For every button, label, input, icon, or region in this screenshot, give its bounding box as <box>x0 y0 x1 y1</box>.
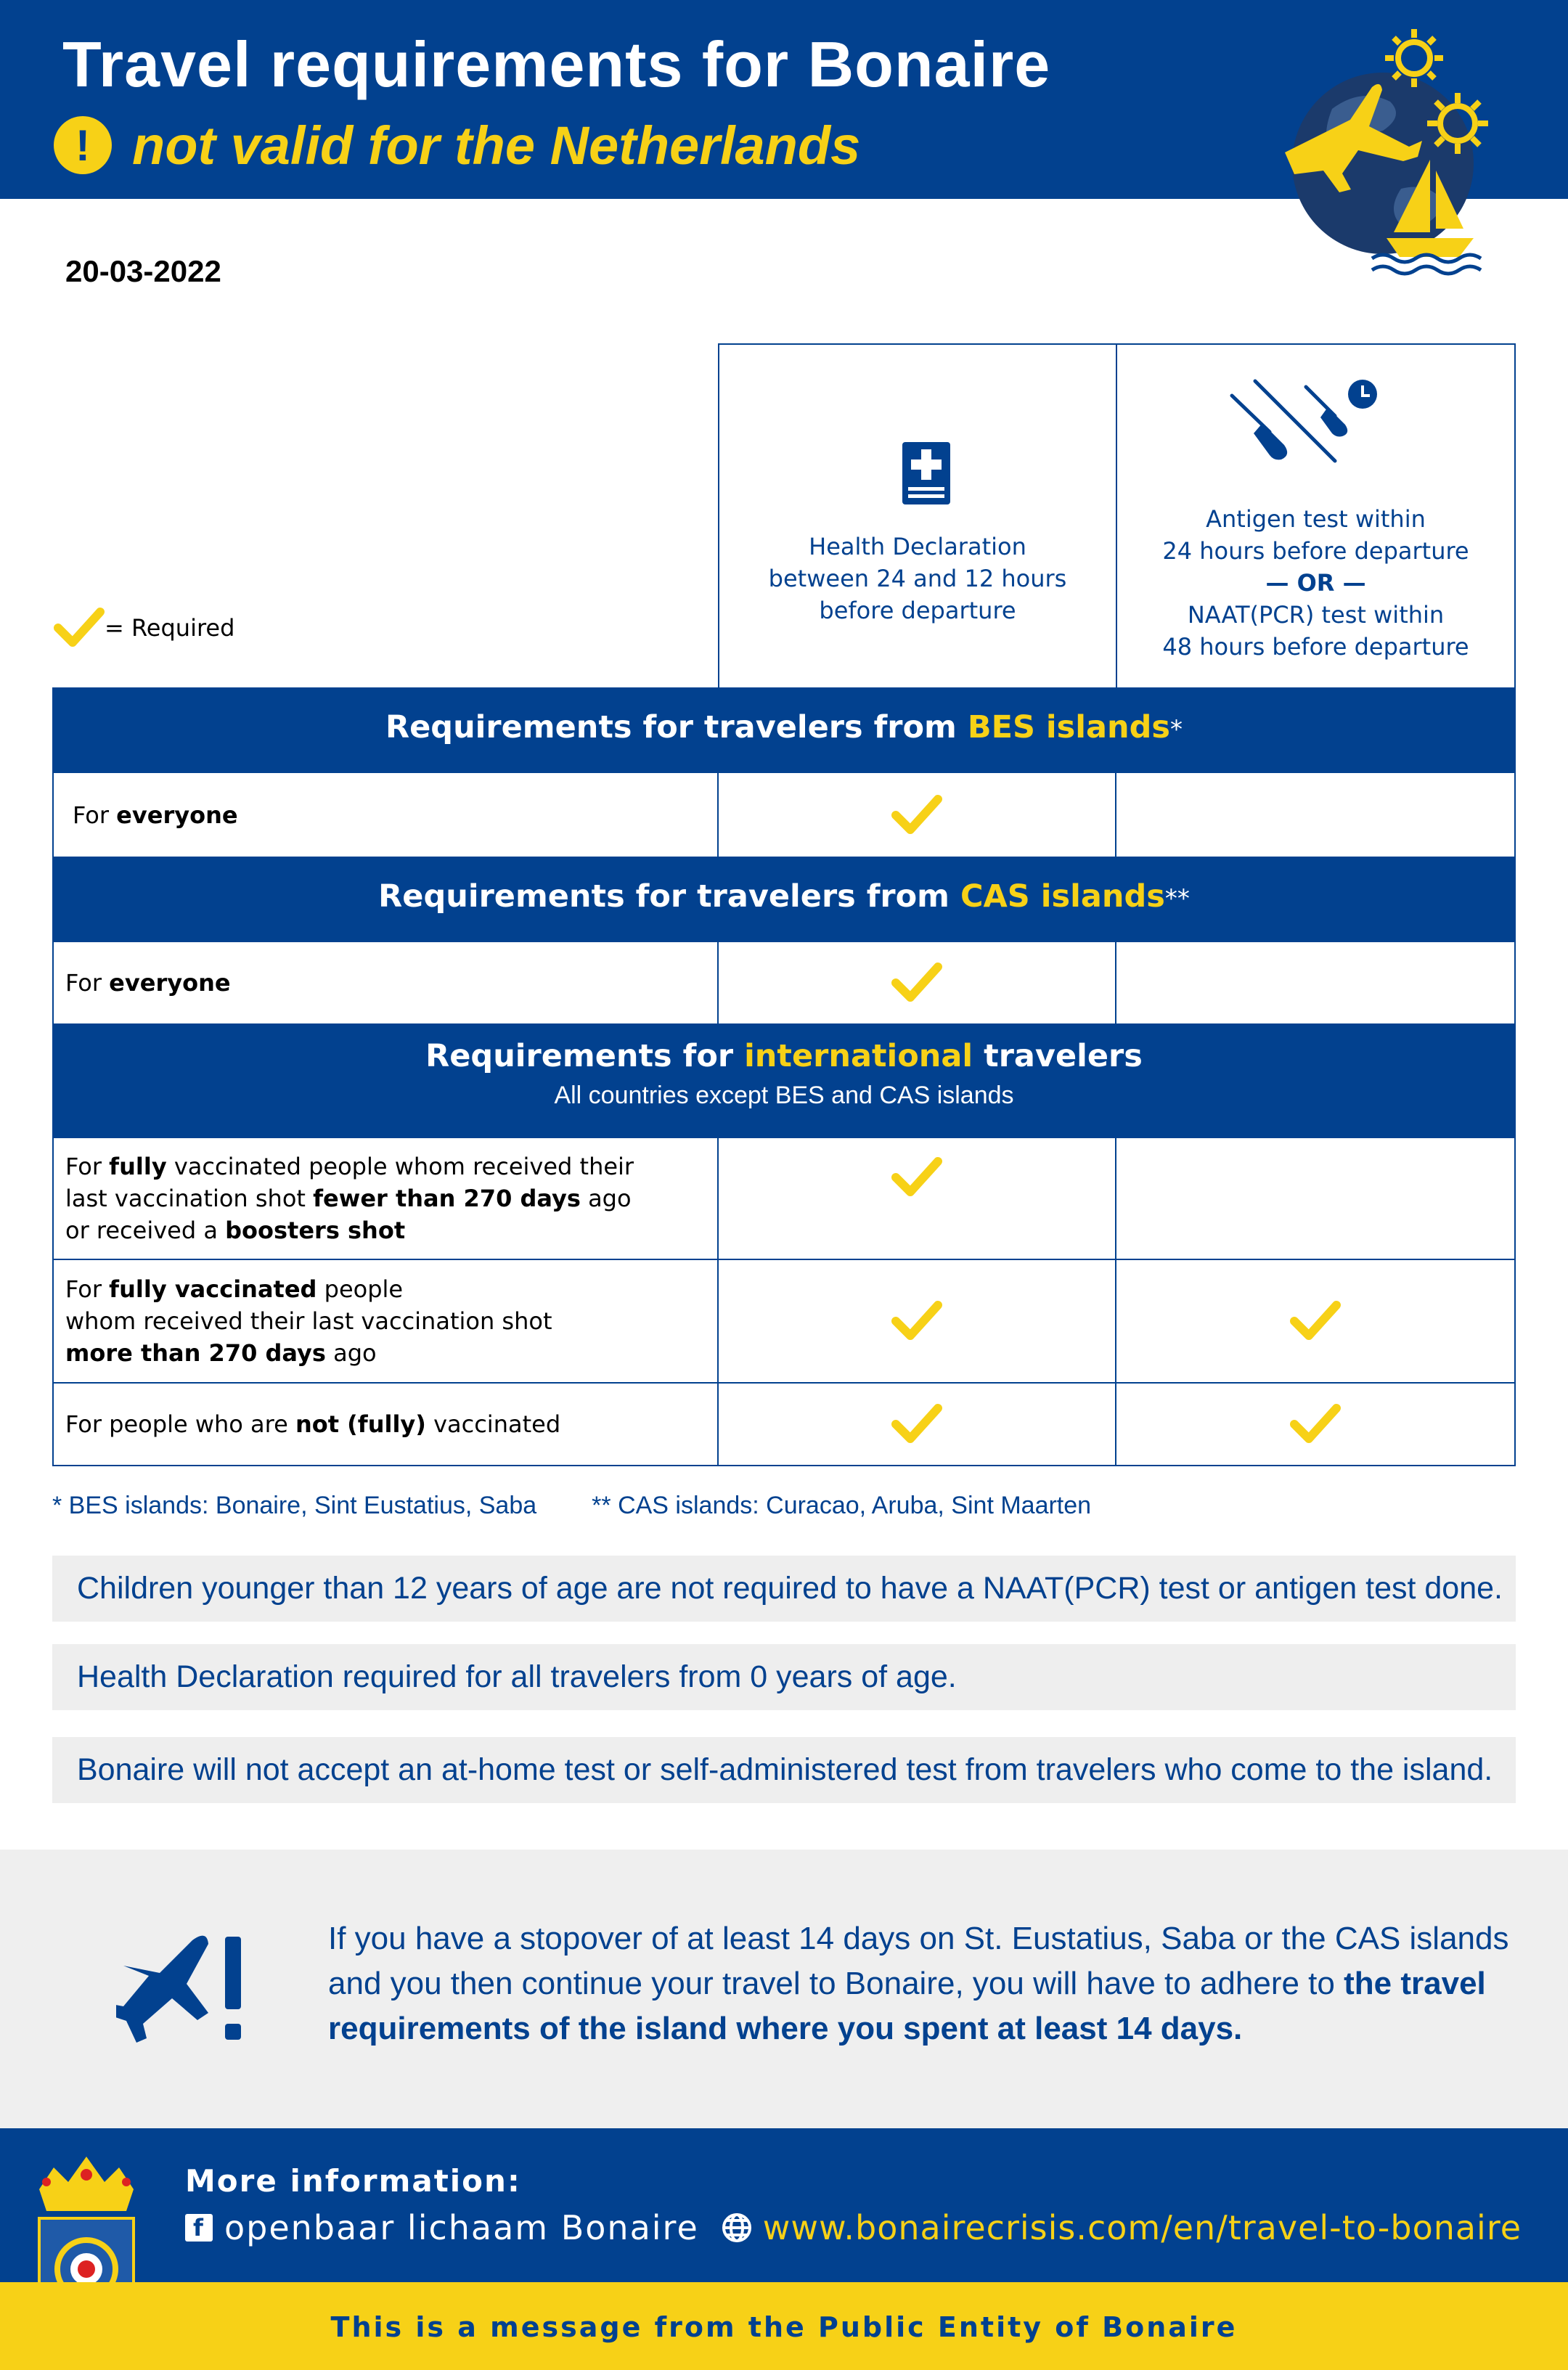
health-declaration-icon <box>901 441 952 506</box>
footnote-cas: ** CAS islands: Curacao, Aruba, Sint Maarten <box>592 1492 1092 1519</box>
footnotes <box>52 1492 1091 1520</box>
travel-globe-illustration <box>1263 15 1495 276</box>
date-label: 20-03-2022 <box>65 254 221 288</box>
warning-text: not valid for the Netherlands <box>132 115 861 176</box>
test-cell <box>1116 1138 1514 1259</box>
note-children: Children younger than 12 years of age are not required to have a NAAT(PCR) test or antigen test done. <box>52 1556 1516 1622</box>
facebook-icon: f <box>185 2214 213 2242</box>
checkmark-icon <box>891 1299 942 1343</box>
legend-label: = Required <box>105 614 235 642</box>
note-home-test: Bonaire will not accept an at-home test or self-administered test from travelers who come to the island. <box>52 1737 1516 1803</box>
test-cell <box>1116 942 1514 1023</box>
column-line: NAAT(PCR) test within <box>1187 601 1445 629</box>
column-line: before departure <box>819 597 1016 624</box>
column-line: 24 hours before departure <box>1162 537 1469 565</box>
column-health-declaration <box>718 343 1117 689</box>
stopover-text: If you have a stopover of at least 14 days on St. Eustatius, Saba or the CAS islands and you then continue your travel to Bonaire, you will have to adhere to the travel requirements of the island where you spent at least 14 days. <box>328 1921 1509 2046</box>
column-line: 48 hours before departure <box>1162 633 1469 661</box>
checkmark-icon <box>1290 1402 1341 1446</box>
table-row-intl-older-vaccination <box>52 1260 1516 1384</box>
stopover-panel <box>0 1850 1568 2128</box>
health-declaration-cell <box>719 1138 1116 1259</box>
contact-line <box>185 2208 1522 2247</box>
test-cell <box>1116 1260 1514 1382</box>
row-label: For people who are not (fully) vaccinated <box>54 1384 719 1465</box>
test-cell <box>1116 773 1514 857</box>
section-header-bes: Requirements for travelers from BES islands* <box>52 687 1516 773</box>
checkmark-icon <box>891 961 942 1005</box>
more-info-heading: More information: <box>185 2163 521 2199</box>
section-header-international: Requirements for international travelers All countries except BES and CAS islands <box>52 1025 1516 1137</box>
checkmark-icon <box>891 1402 942 1446</box>
health-declaration-cell <box>719 1384 1116 1465</box>
exclamation-icon: ! <box>54 116 112 174</box>
column-line: — OR — <box>1265 569 1366 597</box>
test-swab-icon <box>1226 374 1393 475</box>
legend <box>54 606 234 650</box>
table-row-intl-recent-vaccination <box>52 1137 1516 1260</box>
footer-message: This is a message from the Public Entity of Bonaire <box>330 2311 1238 2343</box>
more-info-banner <box>0 2128 1568 2282</box>
footer-bar <box>0 2282 1568 2370</box>
warning-line <box>54 109 860 181</box>
checkmark-icon <box>891 1156 942 1199</box>
airplane-alert-icon <box>116 1915 261 2060</box>
globe-icon <box>721 2212 753 2244</box>
column-line: Antigen test within <box>1206 505 1426 533</box>
section-header-cas: Requirements for travelers from CAS islands** <box>52 858 1516 942</box>
health-declaration-cell <box>719 942 1116 1023</box>
footnote-bes: * BES islands: Bonaire, Sint Eustatius, Saba <box>52 1492 537 1519</box>
row-label: For fully vaccinated people whom received their last vaccination shot more than 270 days ago <box>54 1260 719 1382</box>
page-title: Travel requirements for Bonaire <box>62 28 1051 100</box>
row-label: For everyone <box>54 773 719 857</box>
test-cell <box>1116 1384 1514 1465</box>
note-health-declaration: Health Declaration required for all travelers from 0 years of age. <box>52 1644 1516 1710</box>
checkmark-icon <box>54 606 105 650</box>
table-row-cas-everyone <box>52 942 1516 1025</box>
column-line: between 24 and 12 hours <box>768 565 1067 592</box>
facebook-page-link[interactable]: openbaar lichaam Bonaire <box>224 2208 699 2247</box>
table-row-bes-everyone <box>52 773 1516 858</box>
row-label: For fully vaccinated people whom received their last vaccination shot fewer than 270 days ago or received a boosters shot <box>54 1138 719 1259</box>
column-line: Health Declaration <box>809 533 1026 560</box>
section-subtitle: All countries except BES and CAS islands <box>554 1082 1014 1109</box>
row-label: For everyone <box>54 942 719 1023</box>
website-link[interactable]: www.bonairecrisis.com/en/travel-to-bonaire <box>762 2208 1522 2247</box>
column-antigen-pcr-test <box>1116 343 1516 689</box>
health-declaration-cell <box>719 1260 1116 1382</box>
table-row-intl-unvaccinated <box>52 1384 1516 1466</box>
checkmark-icon <box>1290 1299 1341 1343</box>
checkmark-icon <box>891 793 942 837</box>
health-declaration-cell <box>719 773 1116 857</box>
